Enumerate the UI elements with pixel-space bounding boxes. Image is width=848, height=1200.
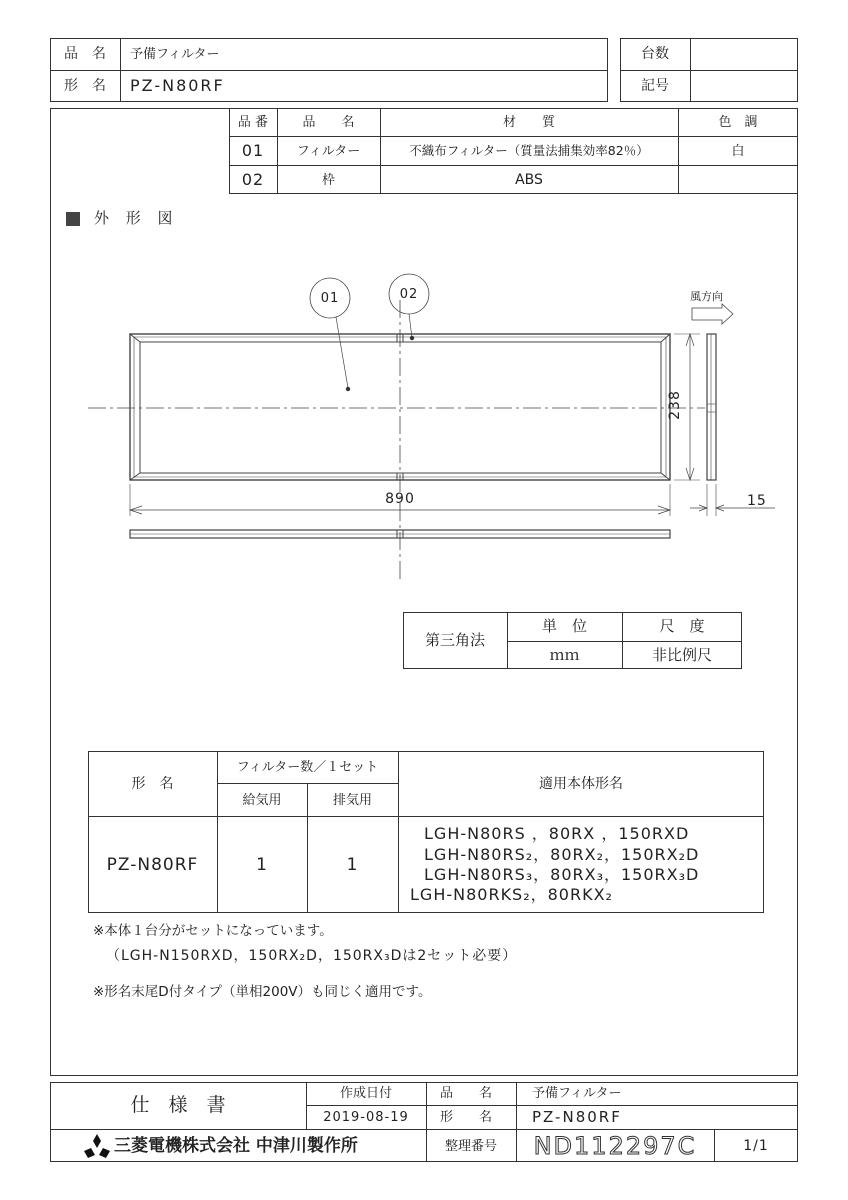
product-name-label: 品 名	[64, 46, 106, 62]
count-label: 台数	[641, 46, 669, 62]
compat-header-exhaust: 排気用	[332, 792, 372, 808]
company-name: 三菱電機株式会社 中津川製作所	[114, 1135, 358, 1156]
callout-02: 02	[399, 286, 419, 302]
note-1: ※本体１台分がセットになっています。	[93, 923, 333, 939]
parts-row2-material: ABS	[515, 172, 543, 188]
dim-height: 238	[667, 390, 683, 420]
compat-applicable-line-2: LGH-N80RS₂，80RX₂，150RX₂D	[424, 845, 700, 864]
projection-method: 第三角法	[424, 631, 485, 649]
compat-applicable-line-4: LGH-N80RKS₂，80RKX₂	[410, 885, 613, 904]
footer-product-name: 予備フィルター	[532, 1086, 622, 1101]
product-name: 予備フィルター	[130, 46, 220, 62]
parts-row1-color: 白	[731, 143, 745, 159]
model-value: PZ-N80RF	[130, 76, 225, 95]
doc-number: ND112297C	[533, 1132, 697, 1160]
parts-header-color: 色 調	[718, 114, 758, 130]
footer-model: PZ-N80RF	[532, 1108, 622, 1126]
parts-row1-name: フィルター	[296, 143, 361, 159]
compat-supply: 1	[256, 854, 268, 875]
parts-header-material: 材 質	[502, 114, 555, 130]
parts-row2-no: 02	[241, 170, 265, 189]
callout-01: 01	[320, 290, 340, 306]
unit-label: 単 位	[541, 617, 587, 635]
compat-exhaust: 1	[346, 854, 359, 875]
parts-row2-name: 枠	[321, 172, 335, 188]
page-number: 1/1	[743, 1138, 769, 1154]
compat-model: PZ-N80RF	[106, 854, 199, 875]
compat-header-applicable: 適用本体形名	[539, 775, 623, 792]
compat-header-filter-count: フィルター数／１セット	[236, 759, 379, 775]
parts-header-no: 品 番	[237, 114, 269, 130]
parts-row1-material: 不織布フィルター（質量法捕集効率82％）	[409, 142, 649, 158]
parts-row1-no: 01	[241, 141, 265, 160]
footer-model-label: 形 名	[440, 1110, 493, 1125]
compat-header-supply: 給気用	[242, 792, 282, 808]
doc-number-label: 整理番号	[444, 1138, 497, 1154]
created-date: 2019-08-19	[323, 1110, 409, 1125]
unit-value: ｍｍ	[549, 645, 580, 664]
wind-direction-label: 風方向	[690, 290, 723, 303]
compat-applicable-line-3: LGH-N80RS₃，80RX₃，150RX₃D	[424, 865, 700, 884]
section-title: 外 形 図	[94, 209, 179, 227]
scale-value: 非比例尺	[651, 645, 712, 664]
model-label: 形 名	[64, 78, 106, 94]
note-3: ※形名末尾D付タイプ（単相200V）も同じく適用です。	[93, 984, 432, 1000]
created-label: 作成日付	[339, 1086, 392, 1101]
mitsubishi-logo-icon	[82, 1133, 112, 1159]
dim-width: 890	[385, 491, 415, 507]
note-2: （LGH-N150RXD，150RX₂D，150RX₃Dは2セット必要）	[106, 948, 518, 964]
doc-type: 仕 様 書	[130, 1094, 226, 1116]
parts-header-name: 品 名	[302, 114, 355, 130]
scale-label: 尺 度	[659, 617, 705, 635]
footer-product-label: 品 名	[440, 1086, 493, 1101]
dim-depth: 15	[747, 493, 767, 509]
symbol-label: 記号	[641, 78, 669, 94]
compat-header-model: 形 名	[131, 775, 174, 792]
compat-applicable-line-1: LGH-N80RS ，80RX ，150RXD	[424, 824, 690, 843]
